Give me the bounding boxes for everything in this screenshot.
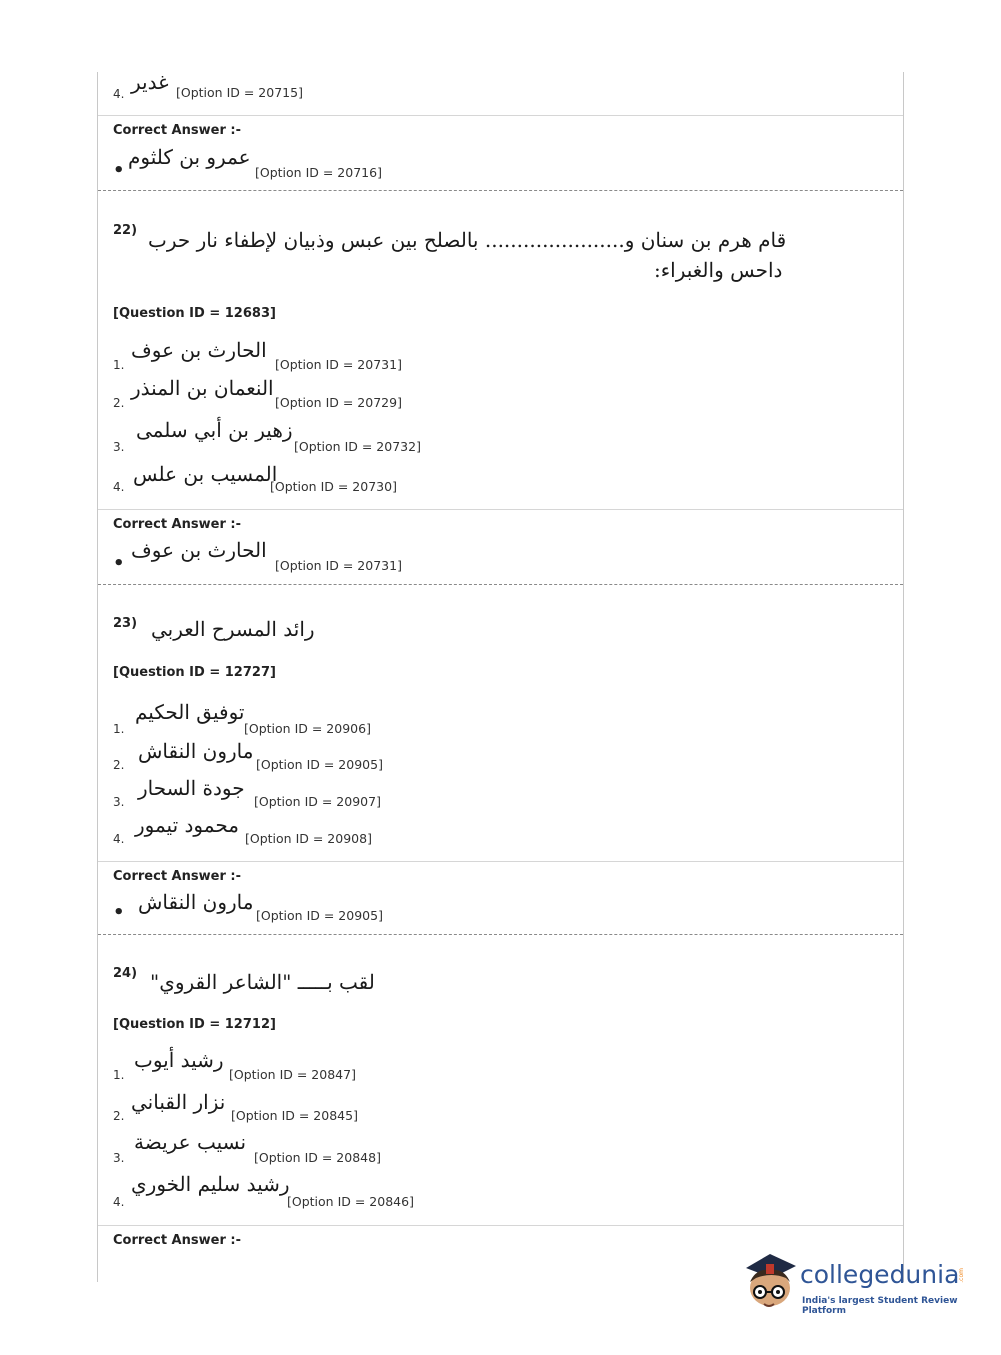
divider xyxy=(98,115,903,116)
option-text: المسيب بن علس xyxy=(133,462,278,486)
logo-domain: .com xyxy=(958,1268,965,1283)
question-separator xyxy=(98,584,903,585)
option-number: 1. xyxy=(113,722,125,736)
answer-option-id: [Option ID = 20905] xyxy=(256,908,383,923)
answer-text: مارون النقاش xyxy=(138,890,254,914)
option-number: 3. xyxy=(113,1151,125,1165)
option-text: نسيب عريضة xyxy=(134,1130,247,1154)
option-number: 1. xyxy=(113,1068,125,1082)
divider xyxy=(98,1225,903,1226)
option-id: [Option ID = 20907] xyxy=(254,794,381,809)
collegedunia-logo xyxy=(742,1248,972,1318)
option-id: [Option ID = 20905] xyxy=(256,757,383,772)
correct-answer-label: Correct Answer :- xyxy=(113,1233,241,1248)
option-id: [Option ID = 20906] xyxy=(244,721,371,736)
answer-bullet: • xyxy=(113,902,125,923)
answer-bullet: • xyxy=(113,160,125,181)
question-text-line1: قام هرم بن سنان و...................... بالصلح بين عبس وذبيان لإطفاء نار حرب xyxy=(148,228,787,252)
answer-bullet: • xyxy=(113,553,125,574)
option-text: مارون النقاش xyxy=(138,739,254,763)
option-text: رشيد أيوب xyxy=(134,1048,224,1072)
correct-answer-label: Correct Answer :- xyxy=(113,123,241,138)
option-text: توفيق الحكيم xyxy=(135,700,245,724)
option-number: 3. xyxy=(113,795,125,809)
option-text: جودة السحار xyxy=(138,776,245,800)
answer-option-id: [Option ID = 20716] xyxy=(255,165,382,180)
option-text: النعمان بن المنذر xyxy=(131,376,274,400)
option-text: نزار القباني xyxy=(131,1090,226,1114)
question-number: 23) xyxy=(113,616,138,631)
option-number: 2. xyxy=(113,1109,125,1123)
question-id: [Question ID = 12683] xyxy=(113,306,276,321)
question-id: [Question ID = 12727] xyxy=(113,665,276,680)
option-id: [Option ID = 20908] xyxy=(245,831,372,846)
option-id: [Option ID = 20731] xyxy=(275,357,402,372)
option-id: [Option ID = 20848] xyxy=(254,1150,381,1165)
option-id: [Option ID = 20846] xyxy=(287,1194,414,1209)
question-separator xyxy=(98,190,903,191)
question-number: 22) xyxy=(113,223,138,238)
answer-text: الحارث بن عوف xyxy=(131,538,267,562)
answer-option-id: [Option ID = 20731] xyxy=(275,558,402,573)
divider xyxy=(98,861,903,862)
option-text: محمود تيمور xyxy=(135,813,239,837)
question-id: [Question ID = 12712] xyxy=(113,1017,276,1032)
option-id: [Option ID = 20730] xyxy=(270,479,397,494)
option-id: [Option ID = 20715] xyxy=(176,85,303,100)
option-number: 4. xyxy=(113,480,125,494)
option-number: 2. xyxy=(113,758,125,772)
correct-answer-label: Correct Answer :- xyxy=(113,517,241,532)
option-number: 4. xyxy=(113,1195,125,1209)
logo-tagline: India's largest Student Review Platform xyxy=(802,1296,958,1316)
option-text: رشيد سليم الخوري xyxy=(131,1172,290,1196)
option-id: [Option ID = 20732] xyxy=(294,439,421,454)
option-id: [Option ID = 20845] xyxy=(231,1108,358,1123)
exam-page xyxy=(97,72,904,1282)
question-separator xyxy=(98,934,903,935)
question-text: لقب بـــــ "الشاعر القروي" xyxy=(150,970,375,994)
question-text: رائد المسرح العربي xyxy=(151,617,315,641)
option-number: 3. xyxy=(113,440,125,454)
option-text: غدير xyxy=(131,70,169,94)
divider xyxy=(98,509,903,510)
option-id: [Option ID = 20729] xyxy=(275,395,402,410)
option-number: 4. xyxy=(113,87,125,101)
logo-wordmark: collegedunia xyxy=(800,1260,960,1289)
option-number: 2. xyxy=(113,396,125,410)
question-number: 24) xyxy=(113,966,138,981)
question-text-line2: داحس والغبراء: xyxy=(654,258,783,282)
option-id: [Option ID = 20847] xyxy=(229,1067,356,1082)
option-number: 4. xyxy=(113,832,125,846)
option-text: الحارث بن عوف xyxy=(131,338,267,362)
mascot-icon xyxy=(742,1248,800,1318)
option-text: زهير بن أبي سلمى xyxy=(136,418,293,442)
correct-answer-label: Correct Answer :- xyxy=(113,869,241,884)
answer-text: عمرو بن كلثوم xyxy=(128,145,251,169)
option-number: 1. xyxy=(113,358,125,372)
